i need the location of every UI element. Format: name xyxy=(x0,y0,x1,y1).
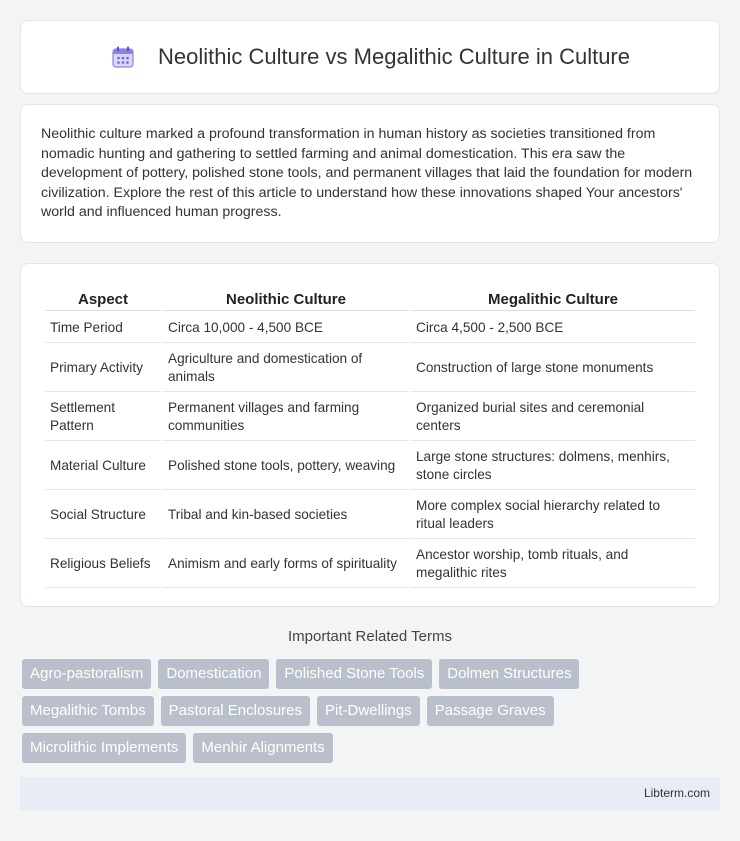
table-row xyxy=(45,394,695,441)
cell-aspect: Material Culture xyxy=(45,443,161,490)
cell-aspect: Social Structure xyxy=(45,492,161,539)
related-term-tag[interactable]: Pit-Dwellings xyxy=(317,696,420,726)
related-term-tag[interactable]: Dolmen Structures xyxy=(439,659,579,689)
cell-aspect: Religious Beliefs xyxy=(45,541,161,588)
cell-megalithic: Circa 4,500 - 2,500 BCE xyxy=(411,313,695,343)
comparison-card xyxy=(20,263,720,607)
page-title: Neolithic Culture vs Megalithic Culture in Culture xyxy=(158,44,630,69)
intro-card xyxy=(20,104,720,243)
cell-megalithic: Ancestor worship, tomb rituals, and megalithic rites xyxy=(411,541,695,588)
header-aspect: Aspect xyxy=(45,286,161,311)
related-term-tag[interactable]: Passage Graves xyxy=(427,696,554,726)
cell-megalithic: Large stone structures: dolmens, menhirs, stone circles xyxy=(411,443,695,490)
related-term-tag[interactable]: Microlithic Implements xyxy=(22,733,186,763)
title-card xyxy=(20,20,720,94)
table-row xyxy=(45,443,695,490)
cell-aspect: Time Period xyxy=(45,313,161,343)
calendar-icon xyxy=(110,44,136,70)
cell-neolithic: Polished stone tools, pottery, weaving xyxy=(163,443,409,490)
cell-megalithic: Construction of large stone monuments xyxy=(411,345,695,392)
related-term-tag[interactable]: Domestication xyxy=(158,659,269,689)
related-terms-title: Important Related Terms xyxy=(288,628,452,645)
related-term-tag[interactable]: Agro-pastoralism xyxy=(22,659,151,689)
cell-neolithic: Circa 10,000 - 4,500 BCE xyxy=(163,313,409,343)
related-term-tag[interactable]: Megalithic Tombs xyxy=(22,696,154,726)
related-terms-list xyxy=(22,659,712,770)
table-row xyxy=(45,541,695,588)
cell-neolithic: Tribal and kin-based societies xyxy=(163,492,409,539)
related-term-tag[interactable]: Menhir Alignments xyxy=(193,733,332,763)
cell-megalithic: More complex social hierarchy related to ritual leaders xyxy=(411,492,695,539)
table-row xyxy=(45,345,695,392)
cell-neolithic: Agriculture and domestication of animals xyxy=(163,345,409,392)
footer xyxy=(20,777,720,810)
table-row xyxy=(45,313,695,343)
header-neolithic: Neolithic Culture xyxy=(163,286,409,311)
header-megalithic: Megalithic Culture xyxy=(411,286,695,311)
cell-neolithic: Animism and early forms of spirituality xyxy=(163,541,409,588)
comparison-table xyxy=(43,284,697,590)
related-term-tag[interactable]: Pastoral Enclosures xyxy=(161,696,310,726)
cell-aspect: Primary Activity xyxy=(45,345,161,392)
table-row xyxy=(45,492,695,539)
cell-neolithic: Permanent villages and farming communities xyxy=(163,394,409,441)
cell-megalithic: Organized burial sites and ceremonial centers xyxy=(411,394,695,441)
footer-site-link[interactable]: Libterm.com xyxy=(643,786,710,800)
intro-paragraph: Neolithic culture marked a profound transformation in human history as societies transitioned from nomadic hunting and gathering to settled farming and animal domestication. This era saw the development of pottery, polished stone tools, and permanent villages that laid the foundation for modern civilization. Explore the rest of this article to understand how these innovations shaped Your ancestors' world and influenced human progress. xyxy=(41,126,693,221)
cell-aspect: Settlement Pattern xyxy=(45,394,161,441)
table-header-row xyxy=(45,286,695,311)
related-term-tag[interactable]: Polished Stone Tools xyxy=(276,659,432,689)
